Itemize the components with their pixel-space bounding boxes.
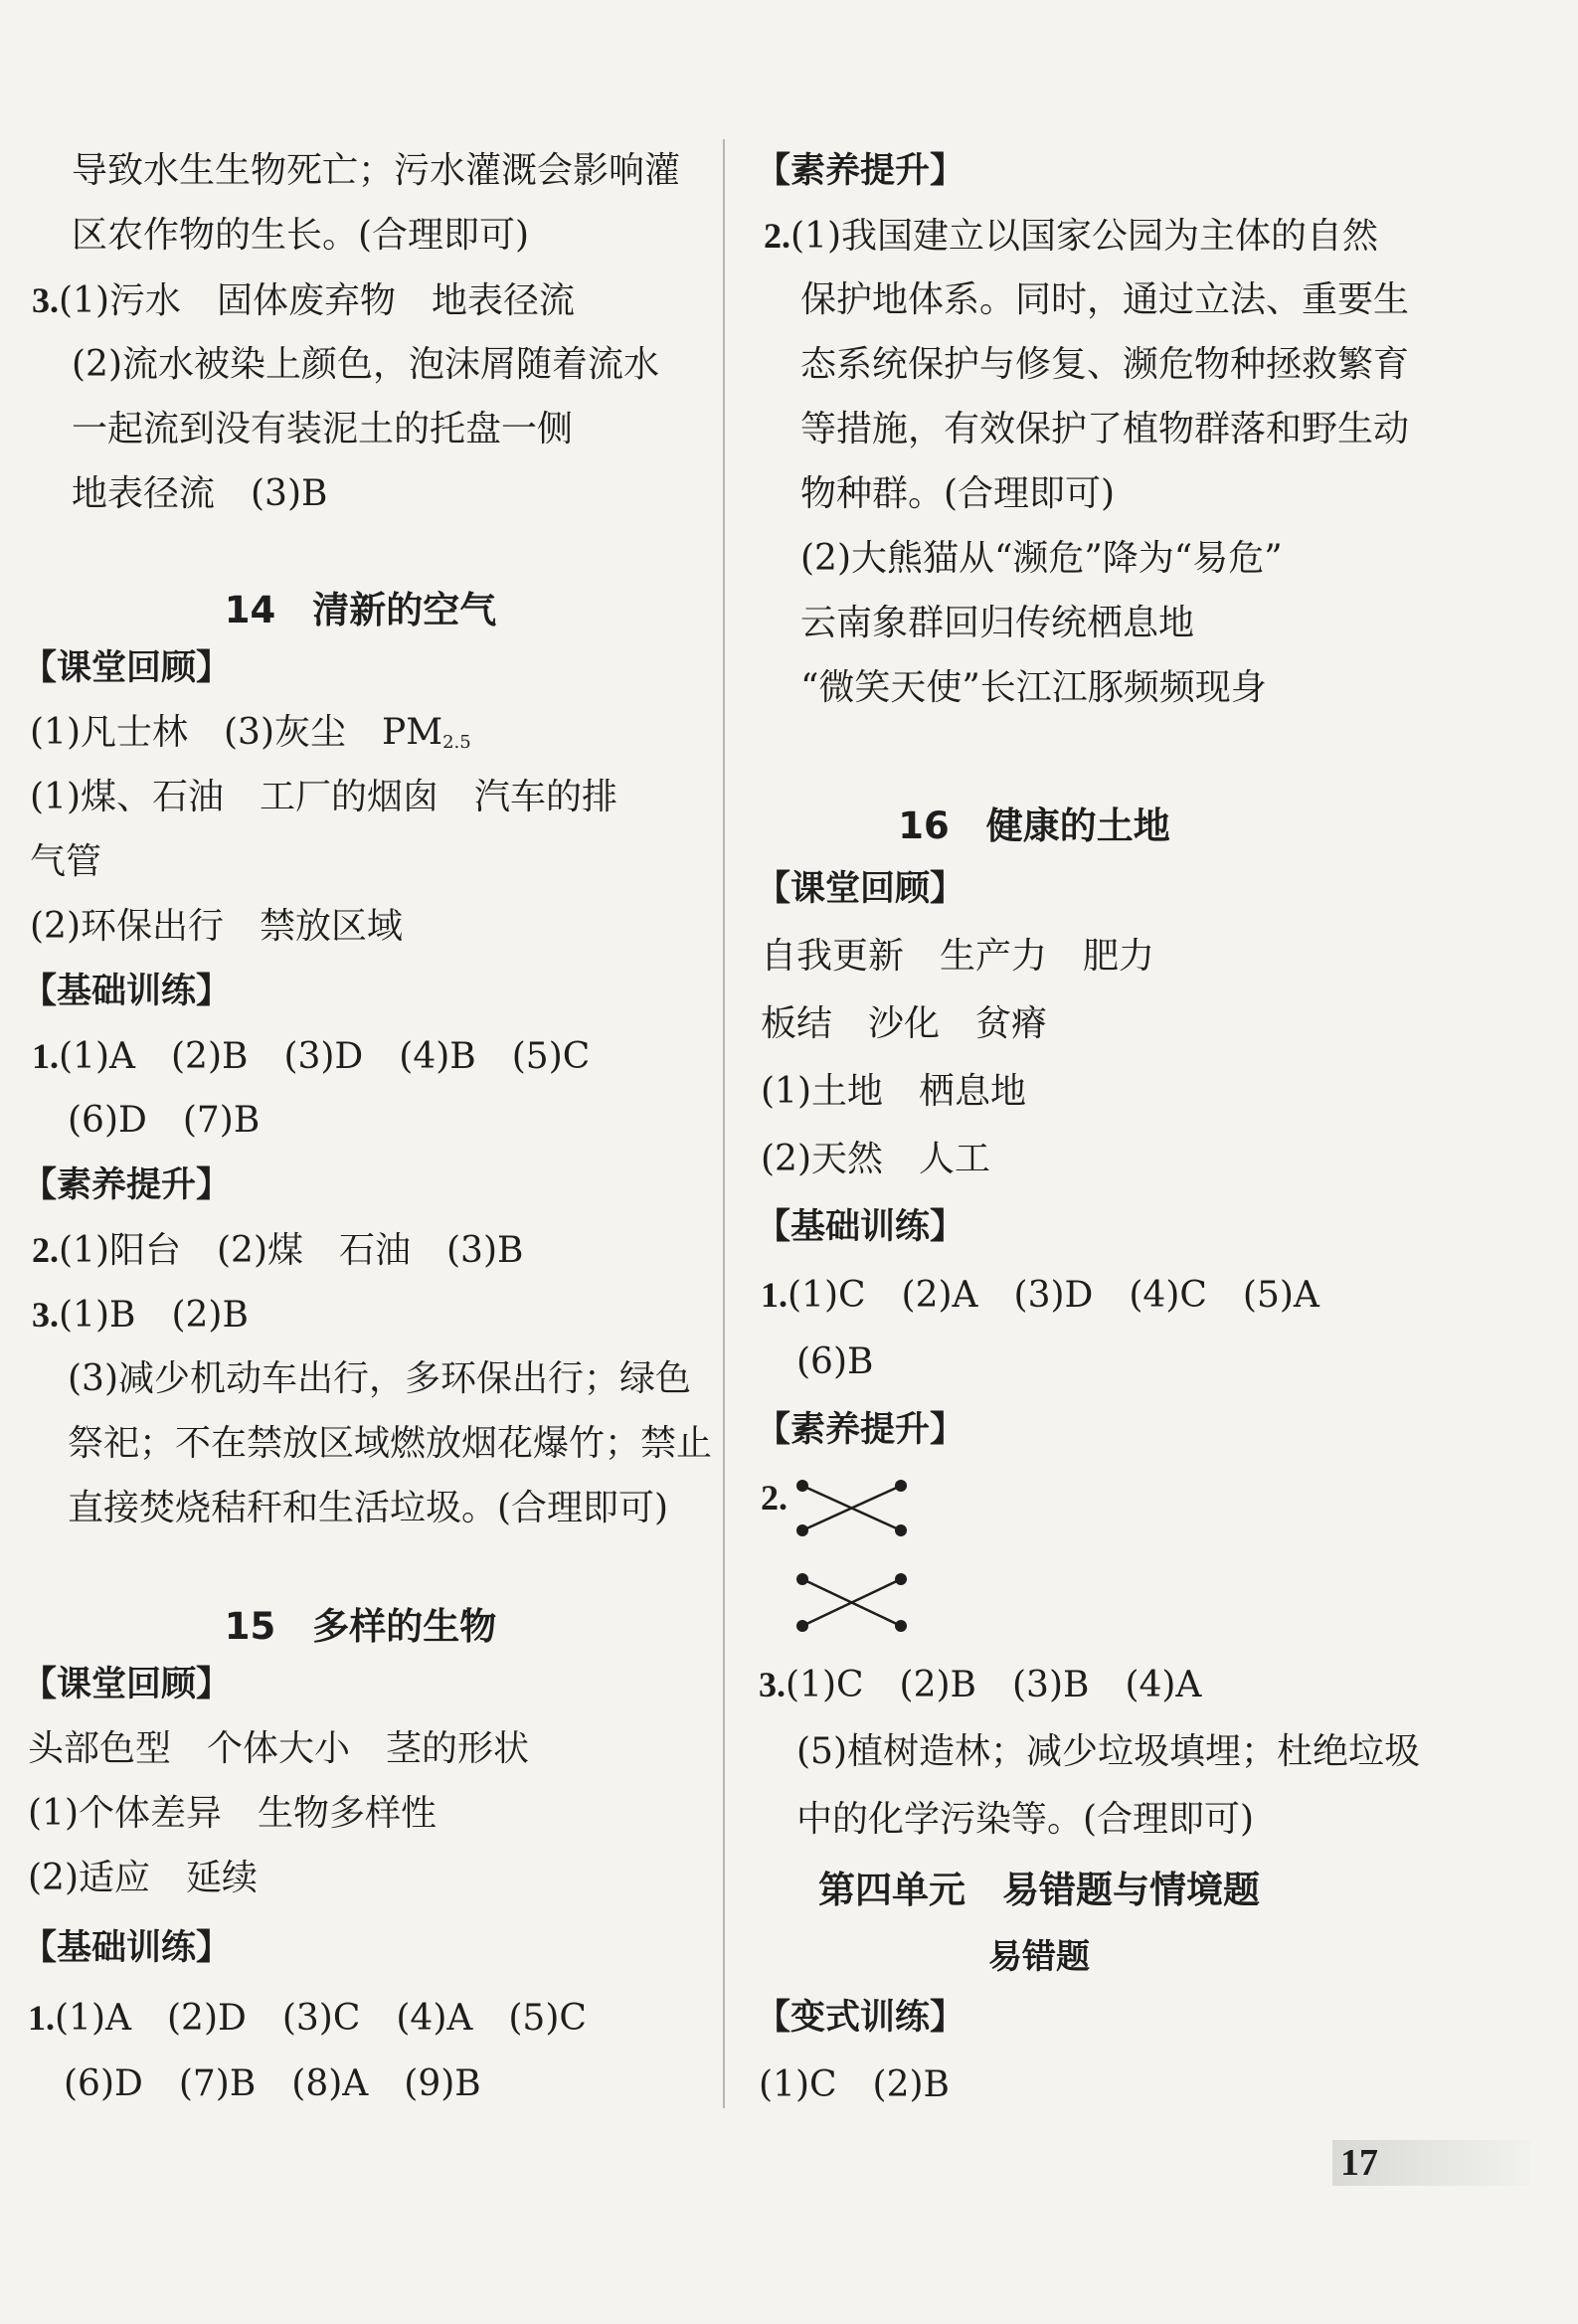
subscript: 2.5 bbox=[442, 732, 471, 753]
question-number: 3. bbox=[32, 280, 59, 320]
text-line: (3)减少机动车出行，多环保出行；绿色 bbox=[68, 1358, 691, 1399]
text-line: (2)大熊猫从“濒危”降为“易危” bbox=[800, 538, 1283, 579]
text-line: 气管 bbox=[30, 841, 102, 882]
subsection-title: 易错题 bbox=[988, 1937, 1090, 1977]
text-line: (2)流水被染上颜色，泡沫屑随着流水 bbox=[72, 344, 659, 385]
text-line: 自我更新 生产力 肥力 bbox=[761, 936, 1155, 977]
question-2 bbox=[32, 1226, 523, 1275]
question-3 bbox=[759, 1661, 1201, 1709]
question-number: 2. bbox=[761, 1478, 788, 1518]
subsection-heading: 【基础训练】 bbox=[22, 1928, 232, 1968]
question-1 bbox=[761, 1271, 1319, 1320]
subsection-heading: 【素养提升】 bbox=[756, 151, 965, 191]
question-number: 2. bbox=[32, 1230, 59, 1270]
question-3 bbox=[32, 276, 575, 325]
subsection-heading: 【课堂回顾】 bbox=[22, 648, 232, 688]
match-dot bbox=[796, 1524, 808, 1536]
text-line: (6)D (7)B bbox=[68, 1100, 261, 1141]
text-line: 直接焚烧秸秆和生活垃圾。(合理即可) bbox=[68, 1488, 669, 1528]
text-line bbox=[30, 709, 471, 767]
subsection-heading: 【课堂回顾】 bbox=[22, 1665, 232, 1704]
answer-text: (1)我国建立以国家公园为主体的自然 bbox=[790, 216, 1378, 257]
question-2 bbox=[764, 212, 1378, 261]
text-line: 云南象群回归传统栖息地 bbox=[800, 603, 1195, 643]
match-dot bbox=[895, 1524, 907, 1536]
question-2 bbox=[761, 1474, 788, 1522]
match-dot bbox=[796, 1573, 808, 1585]
subsection-heading: 【变式训练】 bbox=[756, 1998, 965, 2038]
question-number: 3. bbox=[759, 1665, 786, 1704]
answer-text: (1)污水 固体废弃物 地表径流 bbox=[59, 280, 575, 321]
text-line: 区农作物的生长。(合理即可) bbox=[72, 215, 530, 256]
question-1 bbox=[28, 1994, 587, 2043]
text-line: 保护地体系。同时，通过立法、重要生 bbox=[800, 279, 1410, 320]
text-line: 地表径流 (3)B bbox=[72, 473, 328, 514]
page-number: 17 bbox=[1340, 2142, 1378, 2184]
question-3 bbox=[32, 1291, 249, 1340]
text-line: 一起流到没有装泥土的托盘一侧 bbox=[72, 409, 574, 449]
match-dot bbox=[796, 1620, 808, 1632]
text-line: 板结 沙化 贫瘠 bbox=[761, 1003, 1048, 1044]
text-line: 物种群。(合理即可) bbox=[800, 473, 1116, 514]
text-line: (2)天然 人工 bbox=[761, 1139, 990, 1179]
answer-text: (1)A (2)D (3)C (4)A (5)C bbox=[55, 1998, 587, 2039]
text-line: (1)个体差异 生物多样性 bbox=[28, 1793, 437, 1834]
text-line: (1)土地 栖息地 bbox=[761, 1071, 1026, 1112]
text-line: 等措施，有效保护了植物群落和野生动 bbox=[800, 409, 1410, 449]
match-dot bbox=[895, 1480, 907, 1492]
answer-text: (1)C (2)B (3)B (4)A bbox=[786, 1665, 1202, 1705]
subsection-heading: 【课堂回顾】 bbox=[756, 869, 965, 909]
text-line: 导致水生生物死亡；污水灌溉会影响灌 bbox=[72, 150, 681, 191]
subsection-heading: 【基础训练】 bbox=[22, 972, 232, 1011]
text-line: 祭祀；不在禁放区域燃放烟花爆竹；禁止 bbox=[68, 1423, 713, 1464]
section-title: 15 多样的生物 bbox=[224, 1605, 497, 1648]
answer-text: (1)C (2)A (3)D (4)C (5)A bbox=[788, 1275, 1319, 1316]
text-line: (2)适应 延续 bbox=[28, 1858, 258, 1898]
question-number: 3. bbox=[32, 1295, 59, 1335]
question-1 bbox=[32, 1032, 590, 1081]
question-number: 1. bbox=[761, 1275, 788, 1315]
text-line: 头部色型 个体大小 茎的形状 bbox=[28, 1728, 530, 1769]
answer-text: (1)A (2)B (3)D (4)B (5)C bbox=[59, 1036, 591, 1077]
section-title: 16 健康的土地 bbox=[898, 804, 1170, 847]
answer-text: (1)阳台 (2)煤 石油 (3)B bbox=[59, 1230, 524, 1271]
text-line: 中的化学污染等。(合理即可) bbox=[796, 1799, 1255, 1840]
subsection-heading: 【素养提升】 bbox=[756, 1410, 965, 1450]
text-line: (6)B bbox=[796, 1341, 874, 1382]
question-number: 1. bbox=[28, 1998, 55, 2038]
unit-title: 第四单元 易错题与情境题 bbox=[818, 1869, 1260, 1911]
question-number: 2. bbox=[764, 216, 790, 256]
question-number: 1. bbox=[32, 1036, 59, 1076]
text-line: 态系统保护与修复、濒危物种拯救繁育 bbox=[800, 344, 1410, 385]
answer-text: (1)B (2)B bbox=[59, 1295, 249, 1336]
match-dot bbox=[895, 1573, 907, 1585]
text-line: (1)煤、石油 工厂的烟囱 汽车的排 bbox=[30, 777, 617, 817]
text-line: (5)植树造林；减少垃圾填埋；杜绝垃圾 bbox=[796, 1731, 1420, 1772]
answer-text: (1)凡士林 (3)灰尘 PM bbox=[30, 712, 443, 753]
match-dot bbox=[895, 1620, 907, 1632]
subsection-heading: 【基础训练】 bbox=[756, 1207, 965, 1247]
matching-lines-diagram bbox=[790, 1470, 910, 1641]
match-dot bbox=[796, 1480, 808, 1492]
section-title: 14 清新的空气 bbox=[224, 589, 497, 631]
text-line: (6)D (7)B (8)A (9)B bbox=[64, 2063, 481, 2104]
column-divider bbox=[723, 139, 725, 2108]
text-line: (2)环保出行 禁放区域 bbox=[30, 906, 403, 947]
text-line: “微笑天使”长江江豚频频现身 bbox=[800, 667, 1267, 708]
text-line: (1)C (2)B bbox=[759, 2064, 950, 2105]
page-number-tab bbox=[1332, 2140, 1531, 2186]
subsection-heading: 【素养提升】 bbox=[22, 1165, 232, 1205]
